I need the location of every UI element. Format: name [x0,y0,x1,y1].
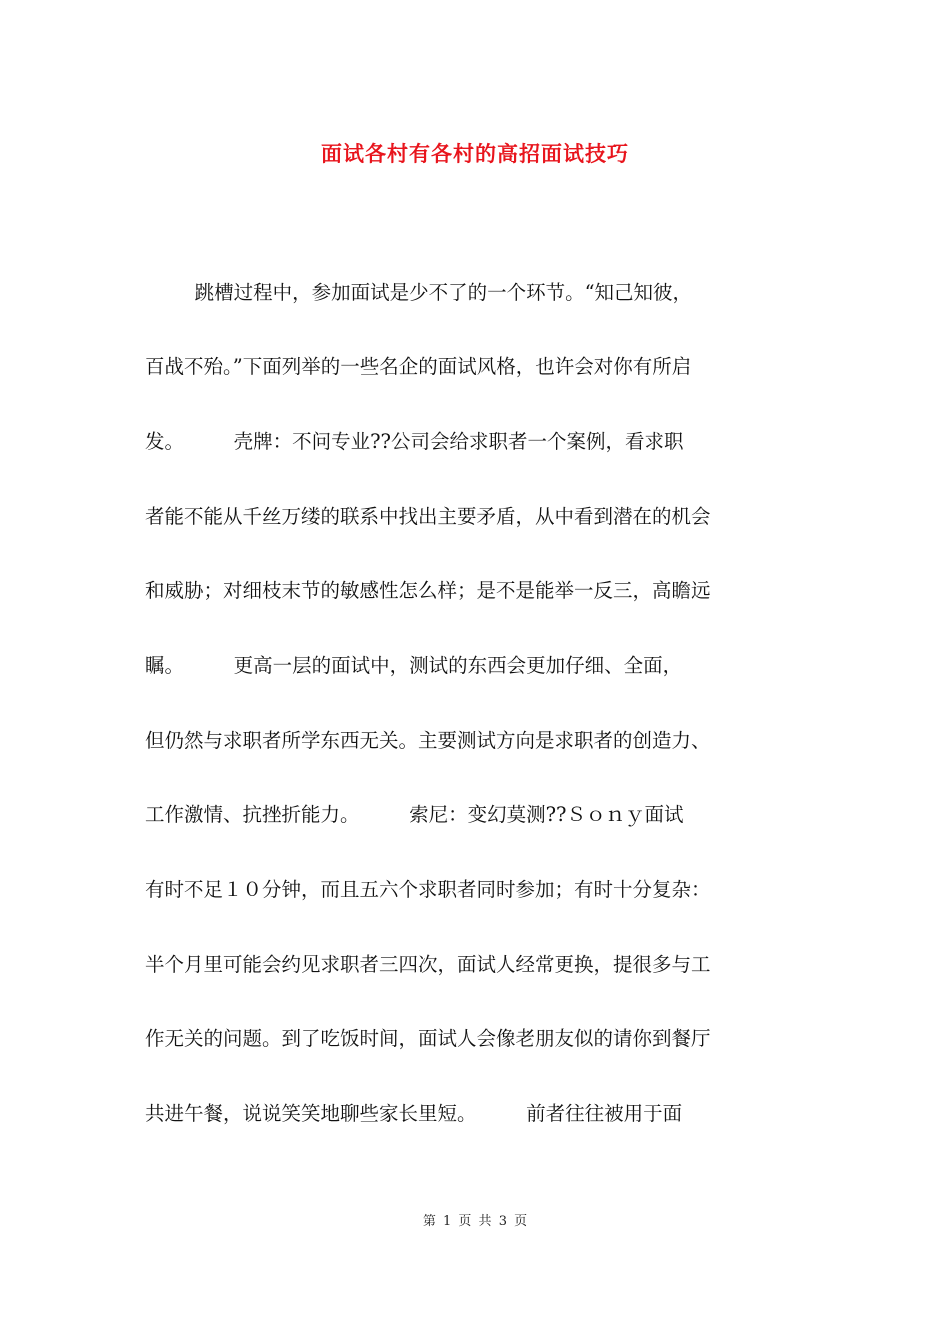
body-line: 半个月里可能会约见求职者三四次，面试人经常更换，提很多与工 [145,953,711,976]
body-line: 作无关的问题。到了吃饭时间，面试人会像老朋友似的请你到餐厅 [145,1027,711,1050]
body-line: 者能不能从千丝万缕的联系中找出主要矛盾，从中看到潜在的机会 [145,505,711,528]
document-title: 面试各村有各村的高招面试技巧 [321,141,629,166]
body-line: 瞩。 更高一层的面试中，测试的东西会更加仔细、全面， [145,654,683,677]
body-line: 跳槽过程中，参加面试是少不了的一个环节。“知己知彼， [145,281,693,304]
body-line: 工作激情、抗挫折能力。 索尼：变幻莫测??Ｓｏｎｙ面试 [145,803,684,826]
body-line: 共进午餐，说说笑笑地聊些家长里短。 前者往往被用于面 [145,1102,683,1125]
body-line: 和威胁；对细枝末节的敏感性怎么样；是不是能举一反三，高瞻远 [145,579,711,602]
body-line: 有时不足１０分钟，而且五六个求职者同时参加；有时十分复杂： [145,878,711,901]
page-footer: 第 1 页 共 3 页 [422,1214,528,1229]
body-line: 百战不殆。”下面列举的一些名企的面试风格，也许会对你有所启 [145,355,692,378]
body-line: 发。 壳牌：不问专业??公司会给求职者一个案例，看求职 [145,430,684,453]
body-line: 但仍然与求职者所学东西无关。主要测试方向是求职者的创造力、 [145,729,711,752]
